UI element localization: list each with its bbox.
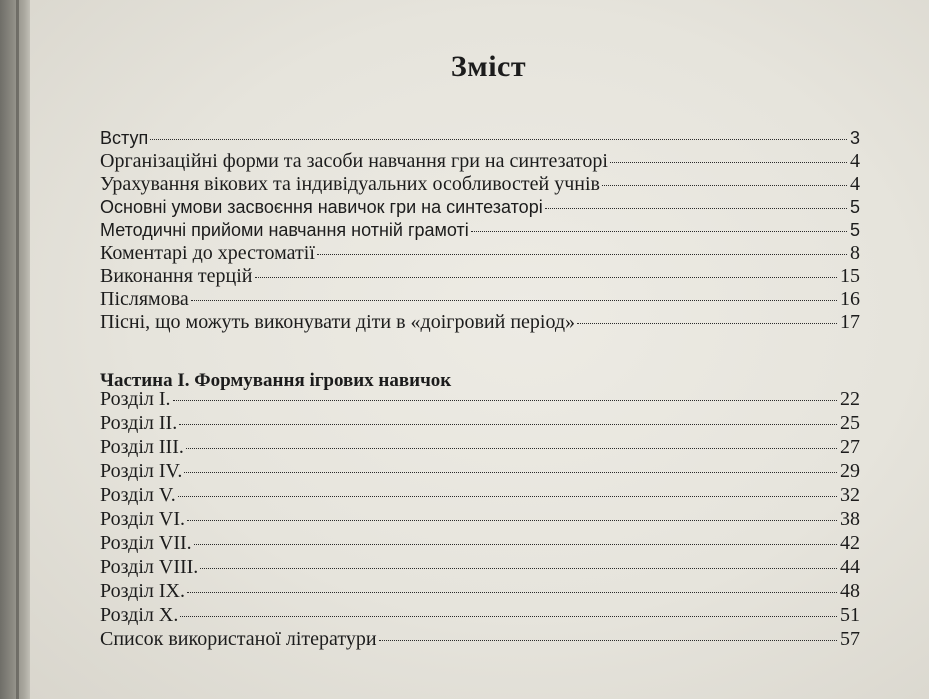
- toc-entry-label: Розділ І.: [100, 388, 171, 410]
- toc-entry-page-number: 25: [840, 412, 860, 434]
- toc-entry: [100, 387, 860, 411]
- toc-entry-page-number: 4: [850, 173, 860, 195]
- toc-entry: [100, 603, 860, 627]
- dot-leader: [178, 496, 837, 497]
- toc-entry-page-number: 17: [840, 311, 860, 333]
- toc-entry: [100, 196, 860, 219]
- toc-entry-page-number: 32: [840, 484, 860, 506]
- toc-entry-page-number: 51: [840, 604, 860, 626]
- dot-leader: [186, 448, 837, 449]
- toc-entry: [100, 127, 860, 150]
- spine-edge: [16, 0, 19, 699]
- toc-entry-page-number: 44: [840, 556, 860, 578]
- toc-entry: [100, 150, 860, 173]
- dot-leader: [187, 520, 837, 521]
- dot-leader: [577, 323, 837, 324]
- toc-entry-page-number: 29: [840, 460, 860, 482]
- dot-leader: [179, 424, 837, 425]
- book-page: [30, 0, 929, 699]
- toc-entry-label: Розділ X.: [100, 604, 179, 626]
- toc-entry-page-number: 27: [840, 436, 860, 458]
- toc-entry: [100, 242, 860, 265]
- toc-entry: [100, 311, 860, 334]
- toc-entry-label: Пісні, що можуть виконувати діти в «доігровий період»: [100, 311, 576, 333]
- toc-entry-page-number: 15: [840, 265, 860, 287]
- toc-entry-label: Список використаної літератури: [100, 628, 377, 650]
- toc-entry-label: Розділ IX.: [100, 580, 185, 602]
- toc-entry-page-number: 42: [840, 532, 860, 554]
- dot-leader: [200, 568, 837, 569]
- toc-entry: [100, 265, 860, 288]
- toc-entry: [100, 507, 860, 531]
- toc-part-list: [100, 387, 860, 651]
- dot-leader: [317, 254, 847, 255]
- toc-entry-label: Коментарі до хрестоматії: [100, 242, 315, 264]
- dot-leader: [471, 231, 847, 232]
- dot-leader: [187, 592, 837, 593]
- dot-leader: [545, 208, 847, 209]
- toc-entry-page-number: 8: [850, 242, 860, 264]
- toc-entry-label: Післямова: [100, 288, 189, 310]
- dot-leader: [194, 544, 837, 545]
- toc-entry-label: Розділ IV.: [100, 460, 183, 482]
- page-title: Зміст: [450, 50, 527, 83]
- toc-entry-page-number: 57: [840, 628, 860, 650]
- dot-leader: [173, 400, 837, 401]
- toc-entry-label: Методичні прийоми навчання нотній грамоті: [100, 220, 469, 240]
- toc-entry-page-number: 5: [849, 197, 860, 217]
- toc-intro-list: [100, 127, 860, 334]
- toc-entry-label: Розділ VII.: [100, 532, 192, 554]
- part-heading: Частина І. Формування ігрових навичок: [100, 370, 452, 391]
- dot-leader: [255, 277, 837, 278]
- dot-leader: [184, 472, 837, 473]
- dot-leader: [610, 162, 847, 163]
- toc-entry-page-number: 16: [840, 288, 860, 310]
- toc-entry-label: Розділ V.: [100, 484, 176, 506]
- toc-entry-page-number: 4: [850, 150, 860, 172]
- toc-entry: [100, 435, 860, 459]
- toc-entry-label: Вступ: [100, 128, 149, 148]
- toc-entry-label: Урахування вікових та індивідуальних особливостей учнів: [100, 173, 600, 195]
- toc-entry-label: Основні умови засвоєння навичок гри на синтезаторі: [100, 197, 543, 217]
- toc-entry: [100, 459, 860, 483]
- toc-entry: [100, 531, 860, 555]
- toc-entry: [100, 627, 860, 651]
- dot-leader: [379, 640, 837, 641]
- toc-entry: [100, 555, 860, 579]
- toc-entry: [100, 579, 860, 603]
- toc-entry: [100, 219, 860, 242]
- toc-entry: [100, 411, 860, 435]
- toc-entry-label: Розділ VI.: [100, 508, 185, 530]
- toc-entry: [100, 483, 860, 507]
- toc-entry-label: Виконання терцій: [100, 265, 253, 287]
- toc-entry: [100, 288, 860, 311]
- toc-entry-label: Розділ VIII.: [100, 556, 199, 578]
- toc-entry-label: Організаційні форми та засоби навчання гри на синтезаторі: [100, 150, 608, 172]
- toc-entry-page-number: 5: [849, 220, 860, 240]
- dot-leader: [180, 616, 837, 617]
- dot-leader: [191, 300, 837, 301]
- toc-entry-page-number: 22: [840, 388, 860, 410]
- dot-leader: [602, 185, 847, 186]
- book-spine: [0, 0, 32, 699]
- toc-entry-page-number: 3: [849, 128, 860, 148]
- dot-leader: [150, 139, 847, 140]
- toc-entry: [100, 173, 860, 196]
- toc-entry-label: Розділ ІІІ.: [100, 436, 184, 458]
- toc-entry-label: Розділ ІІ.: [100, 412, 178, 434]
- toc-entry-page-number: 48: [840, 580, 860, 602]
- toc-entry-page-number: 38: [840, 508, 860, 530]
